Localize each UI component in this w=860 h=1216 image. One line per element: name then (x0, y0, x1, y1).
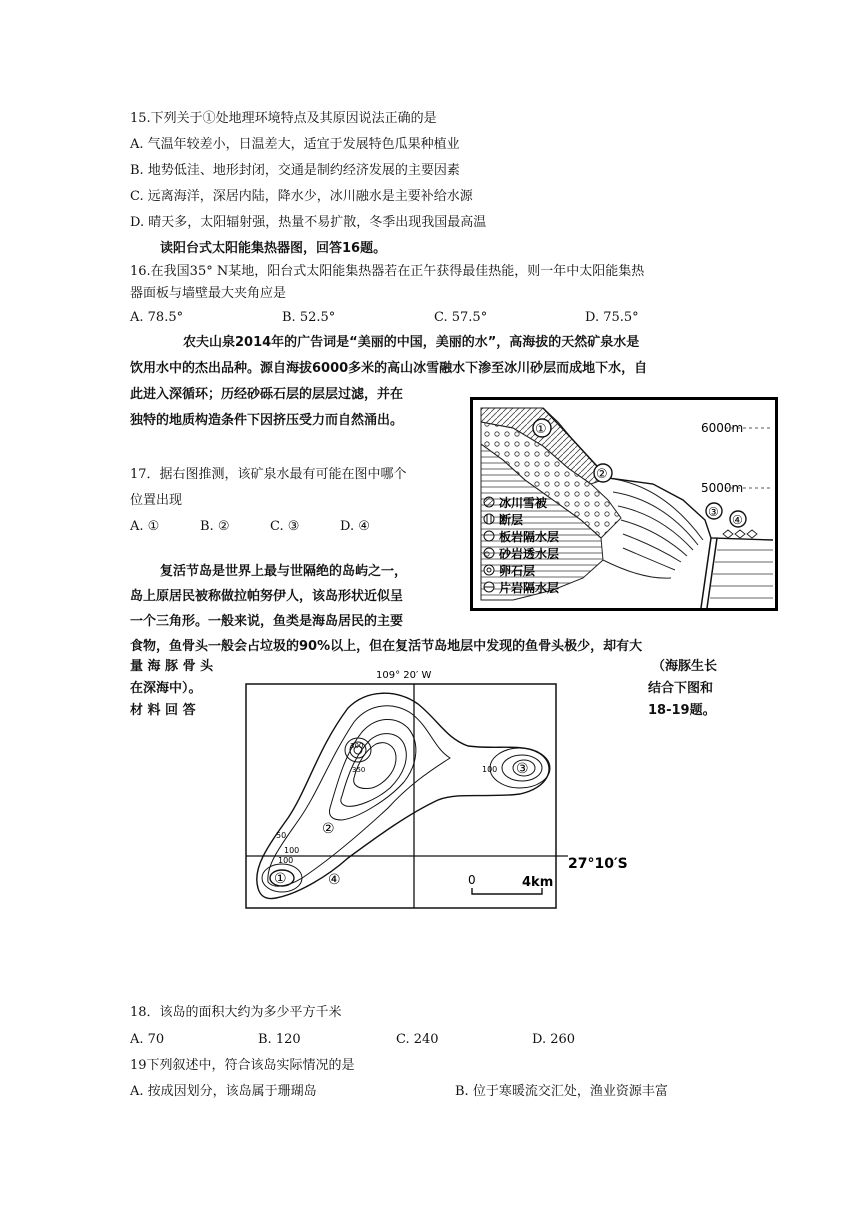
q19-stem: 19下列叙述中，符合该岛实际情况的是 (130, 1058, 355, 1073)
q19-option-b: B. 位于寒暖流交汇处，渔业资源丰富 (455, 1084, 668, 1099)
elevation-6000-label: 6000m (701, 421, 744, 435)
latitude-label: 27°10′S (568, 856, 628, 872)
fig1-marker-3: ③ (708, 505, 719, 519)
passage18-line6-left: 在深海中）。 (130, 681, 202, 696)
legend-pebble: 卵石层 (499, 564, 536, 578)
passage18-line4: 食物，鱼骨头一般会占垃圾的90%以上，但在复活节岛地层中发现的鱼骨头极少，却有大 (130, 639, 643, 654)
q16-intro: 读阳台式太阳能集热器图，回答16题。 (160, 241, 387, 256)
scale-start-label: 0 (468, 873, 476, 887)
passage17-line3: 此进入深循环；历经砂砾石层的层层过滤，并在 (130, 387, 404, 402)
q16-option-b: B. 52.5° (282, 310, 336, 325)
contour-label-100-west: 100 (284, 846, 300, 855)
elevation-5000-label: 5000m (701, 481, 744, 495)
passage17-line2: 饮用水中的杰出品种。源自海拔6000多米的高山冰雪融水下渗至冰川砂层而成地下水，自 (130, 361, 648, 376)
q18-option-c: C. 240 (396, 1032, 439, 1047)
fig2-marker-1: ① (274, 871, 287, 887)
scale-end-label: 4km (522, 875, 554, 890)
legend-sandstone: 砂岩透水层 (499, 547, 560, 561)
q15-option-d: D. 晴天多，太阳辐射强，热量不易扩散，冬季出现我国最高温 (130, 215, 487, 230)
contour-label-100-southwest: 100 (278, 856, 294, 865)
q17-option-a: A. ① (130, 519, 160, 534)
passage18-line1: 复活节岛是世界上最与世隔绝的岛屿之一， (160, 564, 408, 579)
q16-option-c: C. 57.5° (434, 310, 488, 325)
fig1-marker-2: ② (596, 467, 608, 482)
contour-label-300: 300 (350, 742, 364, 750)
contour-label-50: 50 (276, 831, 287, 840)
q18-option-a: A. 70 (130, 1032, 165, 1047)
q16-stem-line1: 16.在我国35° N某地，阳台式太阳能集热器若在正午获得最佳热能，则一年中太阳能集热 (130, 264, 645, 279)
passage18-line2: 岛上原居民被称做拉帕努伊人，该岛形状近似呈 (130, 589, 404, 604)
island-contour-map-figure (238, 668, 638, 914)
q16-option-d: D. 75.5° (585, 310, 639, 325)
passage18-line6-right: 结合下图和 (648, 681, 714, 696)
geology-cross-section-figure (470, 397, 778, 611)
q18-option-d: D. 260 (532, 1032, 576, 1047)
legend-glacier: 冰川雪被 (499, 496, 548, 510)
passage17-line1: 农夫山泉2014年的广告词是“美丽的中国，美丽的水”，高海拔的天然矿泉水是 (183, 335, 640, 350)
q17-option-b: B. ② (200, 519, 230, 534)
q19-option-a: A. 按成因划分，该岛属于珊瑚岛 (130, 1084, 317, 1099)
fig2-marker-2: ② (322, 821, 335, 837)
q15-option-b: B. 地势低洼、地形封闭，交通是制约经济发展的主要因素 (130, 163, 460, 178)
q16-stem-line2: 器面板与墙壁最大夹角应是 (130, 286, 287, 301)
scale-bar (468, 873, 553, 894)
fig2-marker-4: ④ (328, 872, 341, 888)
legend-schist: 片岩隔水层 (499, 581, 560, 595)
passage18-line5-left: 量 海 豚 骨 头 (130, 659, 214, 674)
q17-stem-line1: 17．据右图推测，该矿泉水最有可能在图中哪个 (130, 467, 407, 482)
passage18-line7-left: 材 料 回 答 (130, 703, 196, 718)
longitude-label: 109° 20′ W (376, 670, 432, 681)
passage18-line3: 一个三角形。一般来说，鱼类是海岛居民的主要 (130, 614, 404, 629)
contour-label-100-east: 100 (482, 765, 498, 774)
q15-stem: 15.下列关于①处地理环境特点及其原因说法正确的是 (130, 111, 437, 126)
legend-slate: 板岩隔水层 (499, 530, 560, 544)
q16-option-a: A. 78.5° (130, 310, 184, 325)
q15-option-c: C. 远离海洋，深居内陆，降水少，冰川融水是主要补给水源 (130, 189, 473, 204)
legend-fault: 断层 (499, 513, 524, 527)
q18-option-b: B. 120 (258, 1032, 301, 1047)
q15-option-a: A. 气温年较差小，日温差大，适宜于发展特色瓜果种植业 (130, 137, 460, 152)
fig2-marker-3: ③ (516, 761, 529, 777)
q17-option-c: C. ③ (270, 519, 300, 534)
fig1-marker-1: ① (535, 422, 547, 437)
contour-label-350: 350 (352, 766, 366, 774)
q17-stem-line2: 位置出现 (130, 493, 183, 508)
q18-stem: 18．该岛的面积大约为多少平方千米 (130, 1005, 342, 1020)
q17-option-d: D. ④ (340, 519, 370, 534)
passage18-line5-right: （海豚生长 (652, 659, 718, 674)
passage17-line4: 独特的地质构造条件下因挤压受力而自然涌出。 (130, 413, 404, 428)
passage18-line7-right: 18-19题。 (648, 703, 716, 718)
fig1-marker-4: ④ (732, 513, 743, 527)
